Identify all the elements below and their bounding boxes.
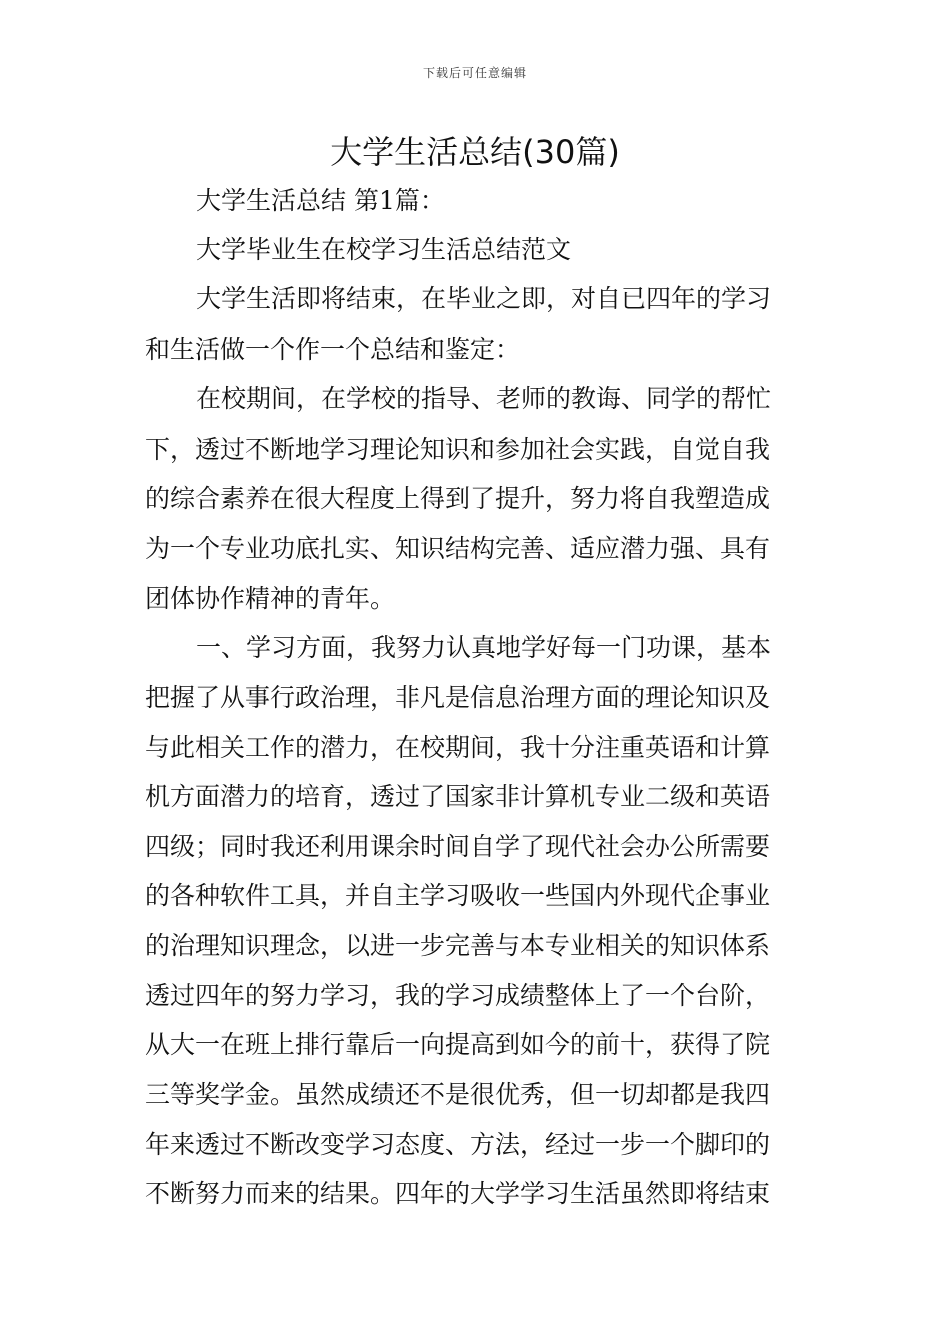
body-text: 和生活做一个作一个总结和鉴定： xyxy=(145,335,521,364)
body-text: 三等奖学金。虽然成绩还不是很优秀，但一切却都是我四 xyxy=(145,1080,771,1109)
body-text: 不断努力而来的结果。四年的大学学习生活虽然即将结束 xyxy=(145,1179,771,1208)
body-text: 在校期间，在学校的指导、老师的教诲、同学的帮忙 xyxy=(196,384,772,413)
body-text: 年来透过不断改变学习态度、方法，经过一步一个脚印的 xyxy=(145,1130,771,1159)
body-text: 一、学习方面，我努力认真地学好每一门功课，基本 xyxy=(196,633,772,662)
body-text: 把握了从事行政治理，非凡是信息治理方面的理论知识及 xyxy=(145,683,771,712)
body-text: 透过四年的努力学习，我的学习成绩整体上了一个台阶， xyxy=(145,981,771,1010)
article-title: 大学毕业生在校学习生活总结范文 xyxy=(196,235,572,264)
body-text: 大学生活即将结束，在毕业之即，对自已四年的学习 xyxy=(196,284,772,313)
body-text: 为一个专业功底扎实、知识结构完善、适应潜力强、具有 xyxy=(145,534,771,563)
body-text: 的综合素养在很大程度上得到了提升，努力将自我塑造成 xyxy=(145,484,771,513)
subtitle: 大学生活总结 第1篇： xyxy=(196,186,445,215)
body-text: 机方面潜力的培育，透过了国家非计算机专业二级和英语 xyxy=(145,782,771,811)
body-text: 与此相关工作的潜力，在校期间，我十分注重英语和计算 xyxy=(145,733,771,762)
body-text: 团体协作精神的青年。 xyxy=(145,584,396,613)
body-text: 的治理知识理念，以进一步完善与本专业相关的知识体系 xyxy=(145,931,771,960)
body-text: 的各种软件工具，并自主学习吸收一些国内外现代企事业 xyxy=(145,881,771,910)
body-text: 下，透过不断地学习理论知识和参加社会实践，自觉自我 xyxy=(145,435,771,464)
body-text: 四级；同时我还利用课余时间自学了现代社会办公所需要 xyxy=(145,832,771,861)
header-note: 下载后可任意编辑 xyxy=(422,66,527,80)
document-title: 大学生活总结(30篇) xyxy=(330,133,620,171)
body-text: 从大一在班上排行靠后一向提高到如今的前十，获得了院 xyxy=(145,1030,771,1059)
